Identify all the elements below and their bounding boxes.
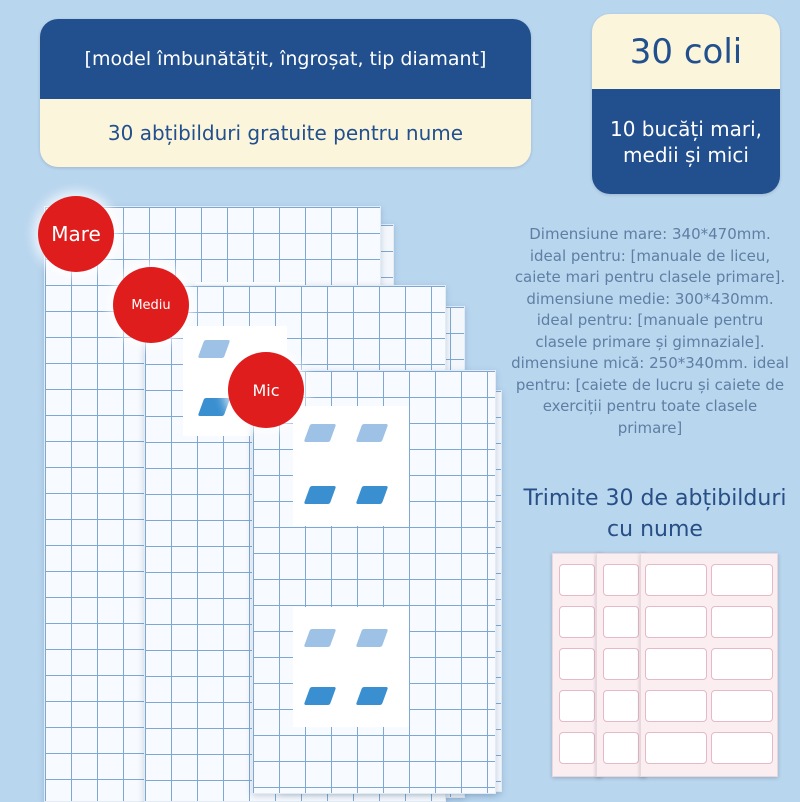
name-label (645, 606, 707, 638)
small-badge-label: Mic (252, 380, 280, 400)
small-sheet-panel-bottom (293, 607, 409, 727)
name-label-sheet (596, 553, 646, 777)
name-label (711, 606, 773, 638)
name-label-sheet (640, 553, 778, 777)
book-icon (356, 629, 389, 647)
small-sheet-panel-top (293, 406, 409, 526)
name-label (645, 732, 707, 764)
sheet-count: 30 coli (592, 14, 780, 89)
medium-size-badge (113, 267, 189, 343)
book-icon (356, 687, 389, 705)
book-icon (304, 687, 337, 705)
book-icon (304, 629, 337, 647)
book-icon (198, 398, 231, 416)
large-badge-label: Mare (51, 222, 101, 246)
name-label (711, 732, 773, 764)
book-icon (304, 486, 337, 504)
small-sheet (252, 370, 496, 794)
name-label (645, 648, 707, 680)
name-label (603, 732, 639, 764)
name-label (603, 648, 639, 680)
header-banner (40, 19, 531, 167)
count-box (592, 14, 780, 194)
name-label (559, 690, 595, 722)
name-label (645, 564, 707, 596)
send-stickers-text: Trimite 30 de abțibilduri cu nume (523, 486, 787, 542)
large-size-badge (38, 196, 114, 272)
book-icon (356, 424, 389, 442)
name-label (603, 690, 639, 722)
name-label (559, 564, 595, 596)
name-label (711, 648, 773, 680)
count-detail: 10 bucăți mari, medii și mici (592, 89, 780, 194)
gift-text: 30 abțibilduri gratuite pentru nume (40, 99, 531, 167)
name-label (559, 606, 595, 638)
book-icon (198, 340, 231, 358)
size-description: Dimensiune mare: 340*470mm. ideal pentru: [manuale de liceu, caiete mari pentru clasele primare]. dimensiune medie: 300*430mm. ideal pentru: [manuale pentru clasele primare și gimnaziale]. dimensiune mică: 250*340mm. ideal pentru: [caiete de lucru și caiete de exerciții pentru toate clasele primare] (511, 225, 789, 437)
book-icon (356, 486, 389, 504)
name-label (559, 732, 595, 764)
name-label (603, 564, 639, 596)
small-size-badge (228, 352, 304, 428)
name-label (645, 690, 707, 722)
name-label (711, 564, 773, 596)
medium-badge-label: Mediu (131, 297, 171, 313)
name-label (559, 648, 595, 680)
name-label-sheet (552, 553, 602, 777)
name-label (603, 606, 639, 638)
book-icon (304, 424, 337, 442)
model-text: [model îmbunătățit, îngroșat, tip diamant] (40, 19, 531, 99)
name-label (711, 690, 773, 722)
